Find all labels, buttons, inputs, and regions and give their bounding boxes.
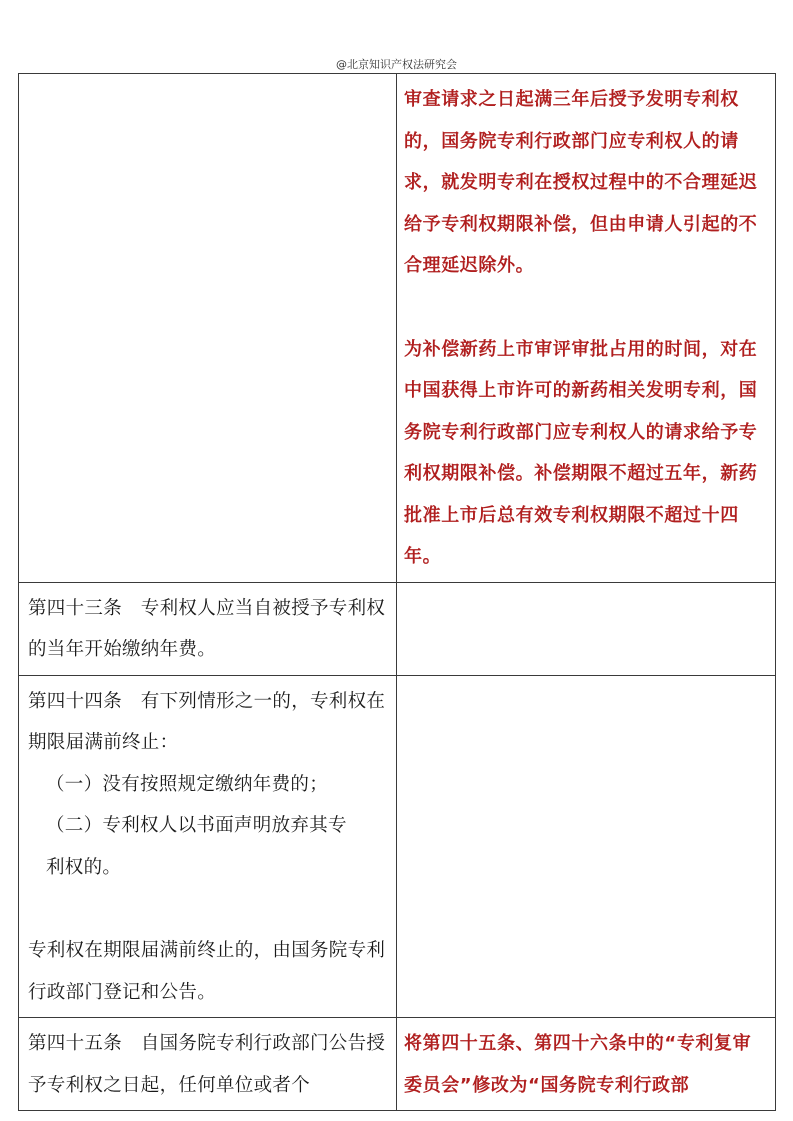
watermark-text: @北京知识产权法研究会 <box>336 58 457 71</box>
comparison-table <box>18 73 776 1111</box>
article-item-2-cont: 利权的。 <box>46 856 122 878</box>
table-row <box>19 675 776 1018</box>
article-text: 第四十四条 有下列情形之一的，专利权在期限届满前终止： <box>28 690 386 753</box>
left-cell-article-43 <box>19 582 397 675</box>
right-cell-amendment <box>397 1018 776 1111</box>
right-cell-empty <box>397 675 776 1018</box>
article-text: 专利权在期限届满前终止的，由国务院专利行政部门登记和公告。 <box>28 940 386 1003</box>
amendment-paragraph: 审查请求之日起满三年后授予发明专利权的，国务院专利行政部门应专利权人的请求，就发明专利在授权过程中的不合理延迟给予专利权期限补偿，但由申请人引起的不合理延迟除外。 <box>404 89 758 276</box>
right-cell-empty <box>397 582 776 675</box>
table-row <box>19 1018 776 1111</box>
article-item-2: （二）专利权人以书面声明放弃其专 <box>46 815 347 836</box>
article-text: 第四十五条 自国务院专利行政部门公告授予专利权之日起，任何单位或者个 <box>28 1033 386 1096</box>
right-cell-amendment <box>397 74 776 583</box>
table-row <box>19 582 776 675</box>
left-cell-empty <box>19 74 397 583</box>
amendment-paragraph: 将第四十五条、第四十六条中的“专利复审委员会”修改为“国务院专利行政部 <box>404 1033 752 1096</box>
table-row <box>19 74 776 583</box>
article-item-1: （一）没有按照规定缴纳年费的； <box>46 773 329 795</box>
left-cell-article-45 <box>19 1018 397 1111</box>
left-cell-article-44 <box>19 675 397 1018</box>
amendment-paragraph: 为补偿新药上市审评审批占用的时间，对在中国获得上市许可的新药相关发明专利，国务院专利行政部门应专利权人的请求给予专利权期限补偿。补偿期限不超过五年，新药批准上市后总有效专利权期限不超过十四年。 <box>404 338 758 567</box>
article-text: 第四十三条 专利权人应当自被授予专利权的当年开始缴纳年费。 <box>28 597 386 660</box>
